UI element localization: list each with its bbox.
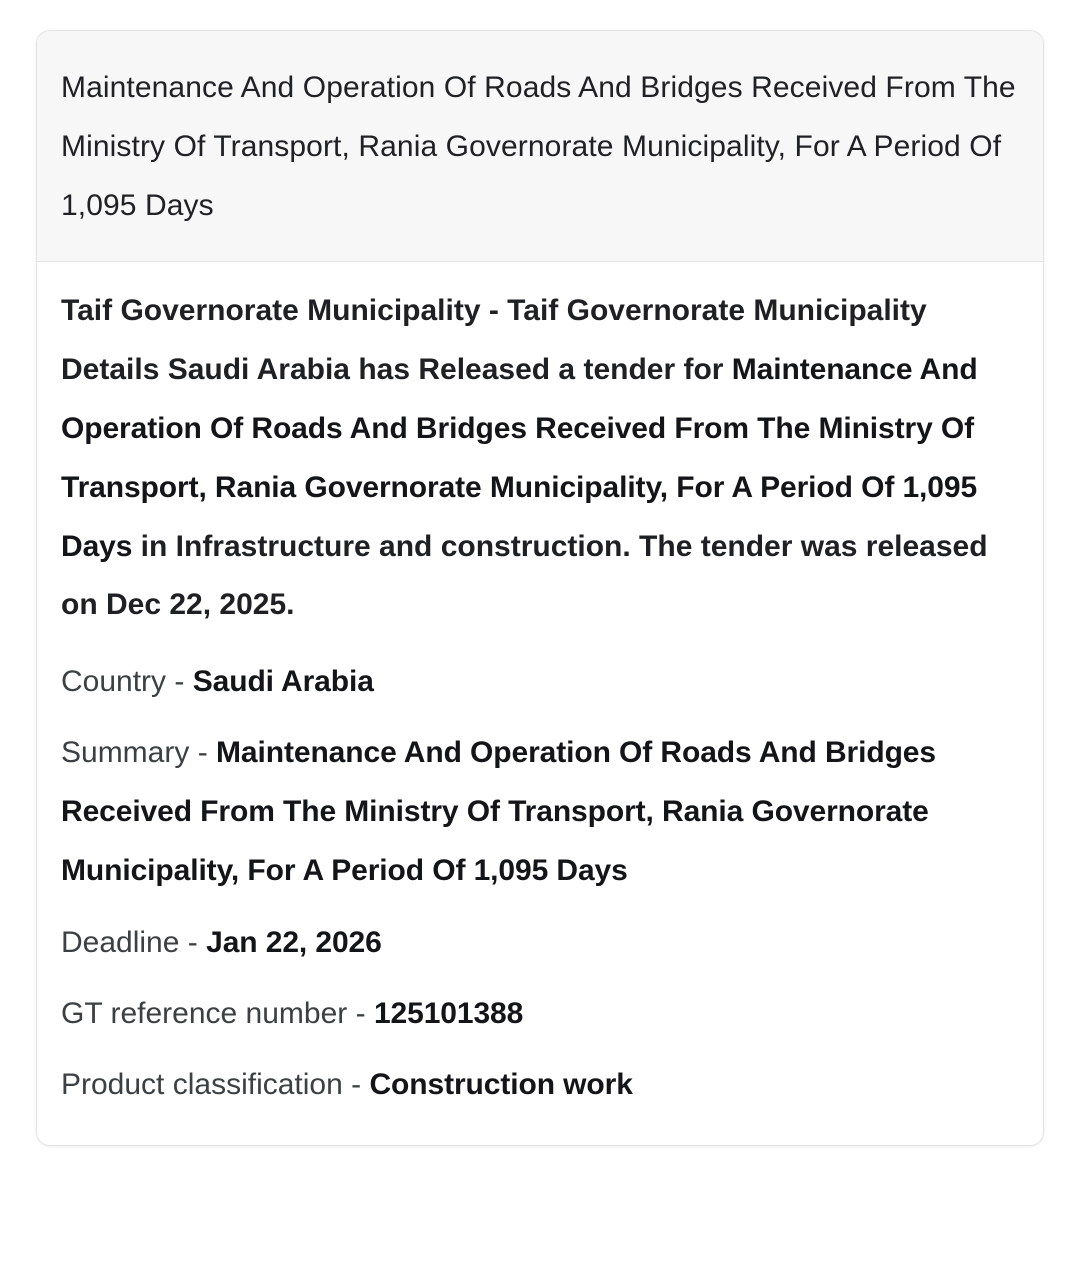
tender-description bbox=[61, 282, 1019, 635]
field-label-country: Country bbox=[61, 665, 167, 699]
description-lead-text: Taif Governorate Municipality - Taif Governorate Municipality Details Saudi Arabia has Released a tender for bbox=[61, 294, 927, 387]
field-row-gt-reference-number bbox=[61, 985, 1019, 1044]
field-separator-gt-reference-number: - bbox=[355, 997, 366, 1031]
field-value-gt-reference-number: 125101388 bbox=[373, 997, 524, 1031]
page-title: Maintenance And Operation Of Roads And Bridges Received From The Ministry Of Transport, Rania Governorate Municipality, For A Period Of 1,095 Days bbox=[61, 71, 1016, 222]
field-row-deadline bbox=[61, 914, 1019, 973]
field-separator-country: - bbox=[174, 665, 185, 699]
field-value-deadline: Jan 22, 2026 bbox=[206, 926, 382, 960]
field-label-summary: Summary bbox=[61, 735, 190, 769]
field-value-country: Saudi Arabia bbox=[192, 665, 374, 699]
field-row-country bbox=[61, 653, 1019, 712]
field-label-product-classification: Product classification bbox=[61, 1067, 343, 1101]
field-separator-summary: - bbox=[197, 735, 208, 769]
tender-detail-card bbox=[36, 30, 1044, 1146]
card-body bbox=[37, 262, 1043, 1144]
description-tender-name: Maintenance And Operation Of Roads And Bridges Received From The Ministry Of Transport, Rania Governorate Municipality, For A Period Of 1,095 Days bbox=[61, 353, 978, 563]
field-separator-product-classification: - bbox=[351, 1067, 362, 1101]
field-label-deadline: Deadline bbox=[61, 926, 180, 960]
description-tail-text: in Infrastructure and construction. The tender was released on Dec 22, 2025. bbox=[61, 529, 988, 622]
field-value-summary: Maintenance And Operation Of Roads And Bridges Received From The Ministry Of Transport, Rania Governorate Municipality, For A Period Of 1,095 Days bbox=[61, 735, 936, 887]
field-separator-deadline: - bbox=[187, 926, 198, 960]
field-row-product-classification bbox=[61, 1056, 1019, 1115]
card-header bbox=[37, 31, 1043, 262]
field-value-product-classification: Construction work bbox=[369, 1067, 633, 1101]
field-row-summary bbox=[61, 724, 1019, 900]
field-label-gt-reference-number: GT reference number bbox=[61, 997, 348, 1031]
